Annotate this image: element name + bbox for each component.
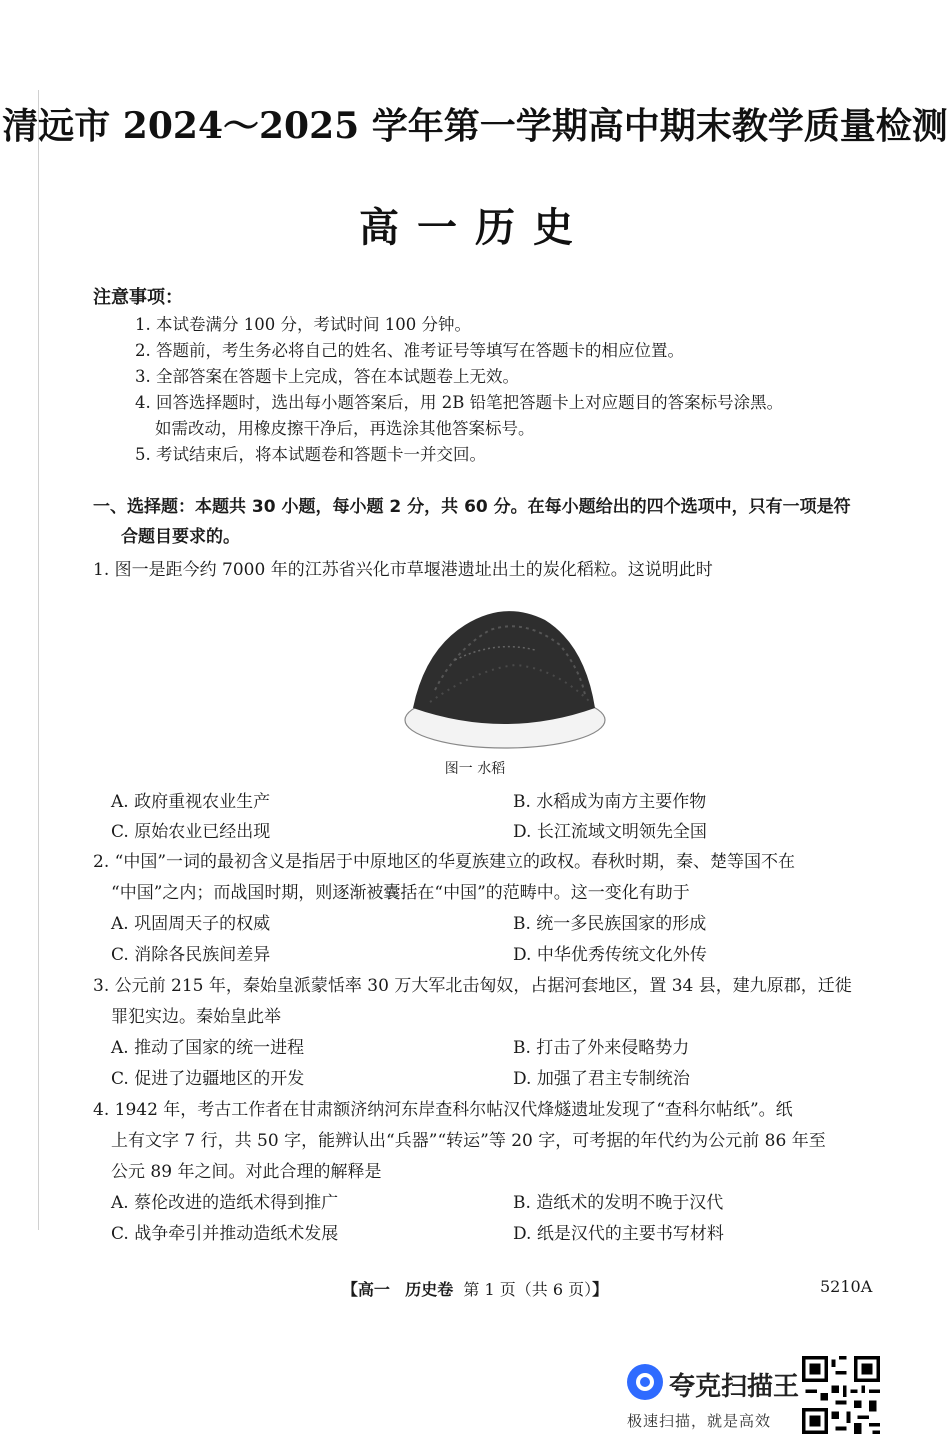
footer-paper: 历史卷 bbox=[405, 1280, 454, 1299]
question-1-option-a: A. 政府重视农业生产 bbox=[111, 792, 271, 812]
question-2-stem: 2. “中国”一词的最初含义是指居于中原地区的华夏族建立的政权。春秋时期，秦、楚等国不在 bbox=[93, 852, 796, 872]
scan-edge-line bbox=[38, 90, 39, 1230]
question-3-stem: 3. 公元前 215 年，秦始皇派蒙恬率 30 万大军北击匈奴，占据河套地区，置 34 县，建九原郡，迁徙 bbox=[93, 976, 852, 996]
notice-item-1: 1. 本试卷满分 100 分，考试时间 100 分钟。 bbox=[135, 315, 471, 334]
question-1-option-c: C. 原始农业已经出现 bbox=[111, 822, 271, 842]
footer-grade: 高一 bbox=[357, 1280, 390, 1299]
question-1-stem: 1. 图一是距今约 7000 年的江苏省兴化市草堰港遗址出土的炭化稻粒。这说明此时 bbox=[93, 560, 713, 580]
page-footer bbox=[0, 1277, 950, 1300]
notice-item-2: 2. 答题前，考生务必将自己的姓名、准考证号等填写在答题卡的相应位置。 bbox=[135, 341, 684, 360]
subject-title: 高一历史 bbox=[359, 204, 591, 251]
scanner-slogan: 极速扫描，就是高效 bbox=[627, 1412, 772, 1430]
question-4-option-a: A. 蔡伦改进的造纸术得到推广 bbox=[111, 1193, 339, 1213]
question-2-option-b: B. 统一多民族国家的形成 bbox=[513, 914, 707, 934]
rice-grains-image bbox=[395, 590, 615, 755]
question-3-option-a: A. 推动了国家的统一进程 bbox=[111, 1038, 305, 1058]
paper-code: 5210A bbox=[820, 1277, 873, 1296]
scanner-brand: 夸克扫描王 bbox=[669, 1372, 800, 1402]
question-3-option-b: B. 打击了外来侵略势力 bbox=[513, 1038, 690, 1058]
question-3-option-c: C. 促进了边疆地区的开发 bbox=[111, 1069, 305, 1089]
question-1-option-b: B. 水稻成为南方主要作物 bbox=[513, 792, 707, 812]
notice-item-5: 5. 考试结束后，将本试题卷和答题卡一并交回。 bbox=[135, 445, 486, 464]
question-2-option-c: C. 消除各民族间差异 bbox=[111, 945, 271, 965]
figure-caption: 图一 水稻 bbox=[444, 761, 506, 777]
footer-page-number: 第 1 页（共 6 页） bbox=[463, 1280, 593, 1299]
question-3-option-d: D. 加强了君主专制统治 bbox=[513, 1069, 690, 1089]
notice-item-4-continued: 如需改动，用橡皮擦干净后，再选涂其他答案标号。 bbox=[155, 419, 535, 438]
footer-left-bracket: 【 bbox=[341, 1280, 358, 1299]
notice-item-3: 3. 全部答案在答题卡上完成，答在本试题卷上无效。 bbox=[135, 367, 519, 386]
question-4-stem-continued-2: 公元 89 年之间。对此合理的解释是 bbox=[111, 1162, 382, 1182]
question-4-option-c: C. 战争牵引并推动造纸术发展 bbox=[111, 1224, 339, 1244]
question-4-option-d: D. 纸是汉代的主要书写材料 bbox=[513, 1224, 724, 1244]
question-2-stem-continued: “中国”之内；而战国时期，则逐渐被囊括在“中国”的范畴中。这一变化有助于 bbox=[111, 883, 690, 903]
scanner-logo-icon bbox=[625, 1362, 665, 1402]
section-heading-continued: 合题目要求的。 bbox=[121, 527, 240, 547]
question-3-stem-continued: 罪犯实边。秦始皇此举 bbox=[111, 1007, 281, 1027]
section-heading: 一、选择题：本题共 30 小题，每小题 2 分，共 60 分。在每小题给出的四个选项中，只有一项是符 bbox=[93, 497, 851, 517]
question-4-option-b: B. 造纸术的发明不晚于汉代 bbox=[513, 1193, 724, 1213]
footer-right-bracket: 】 bbox=[592, 1280, 609, 1299]
qr-code-icon bbox=[802, 1356, 880, 1434]
exam-title: 清远市 2024～2025 学年第一学期高中期末教学质量检测 bbox=[2, 105, 948, 147]
question-4-stem: 4. 1942 年，考古工作者在甘肃额济纳河东岸查科尔帖汉代烽燧遗址发现了“查科尔帖纸”。纸 bbox=[93, 1100, 793, 1120]
question-2-option-d: D. 中华优秀传统文化外传 bbox=[513, 945, 707, 965]
notice-item-4: 4. 回答选择题时，选出每小题答案后，用 2B 铅笔把答题卡上对应题目的答案标号涂黑。 bbox=[135, 393, 784, 412]
question-1-option-d: D. 长江流域文明领先全国 bbox=[513, 822, 707, 842]
question-4-stem-continued-1: 上有文字 7 行，共 50 字，能辨认出“兵器”“转运”等 20 字，可考据的年代约为公元前 86 年至 bbox=[111, 1131, 826, 1151]
notice-title: 注意事项： bbox=[93, 287, 183, 308]
question-2-option-a: A. 巩固周天子的权威 bbox=[111, 914, 271, 934]
